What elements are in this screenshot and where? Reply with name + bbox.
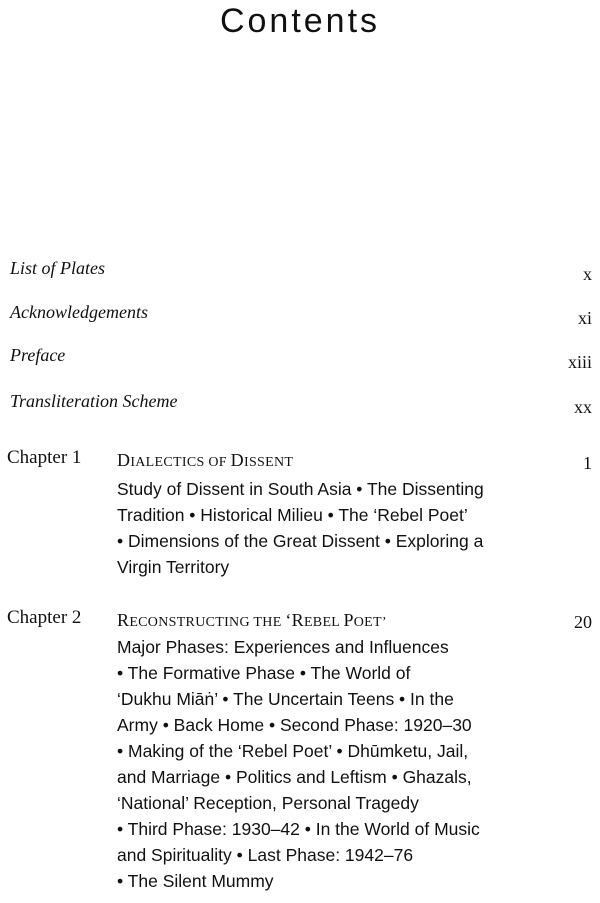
toc-entry-page: x: [583, 264, 592, 284]
chapter-page: 1: [583, 453, 592, 473]
chapter-summary: [117, 634, 557, 894]
summary-line: ‘National’ Reception, Personal Tragedy: [117, 793, 419, 813]
toc-entry-page: xi: [577, 308, 592, 328]
chapter-summary: [117, 476, 557, 580]
summary-line: • The Silent Mummy: [117, 871, 274, 891]
summary-line: • Making of the ‘Rebel Poet’ • Dhūmketu, Jail,: [117, 741, 469, 761]
summary-line: • Dimensions of the Great Dissent • Exploring a: [117, 531, 484, 551]
chapter-label: Chapter 1: [7, 447, 82, 468]
summary-line: and Marriage • Politics and Leftism • Ghazals,: [117, 767, 472, 787]
toc-entry-page: xx: [574, 397, 592, 417]
toc-entry-title: Acknowledgements: [10, 302, 148, 322]
toc-entry-page: xiii: [567, 352, 592, 372]
summary-line: • The Formative Phase • The World of: [117, 663, 411, 683]
chapter-title: DIALECTICS OF DISSENT: [117, 450, 294, 470]
summary-line: • Third Phase: 1930–42 • In the World of Music: [117, 819, 480, 839]
toc-entry-title: Preface: [10, 345, 66, 365]
summary-line: Major Phases: Experiences and Influences: [117, 637, 449, 657]
summary-line: and Spirituality • Last Phase: 1942–76: [117, 845, 414, 865]
summary-line: Tradition • Historical Milieu • The ‘Rebel Poet’: [117, 505, 468, 525]
chapter-label: Chapter 2: [7, 607, 82, 628]
toc-entry-title: List of Plates: [10, 258, 106, 278]
toc-entry-title: Transliteration Scheme: [10, 391, 178, 411]
summary-line: Study of Dissent in South Asia • The Dissenting: [117, 479, 484, 499]
summary-line: Virgin Territory: [117, 557, 230, 577]
summary-line: ‘Dukhu Miāṅ’ • The Uncertain Teens • In the: [117, 689, 454, 709]
chapter-title: RECONSTRUCTING THE ‘REBEL POET’: [117, 610, 387, 630]
page-title: Contents: [219, 2, 381, 40]
chapter-page: 20: [574, 612, 592, 632]
summary-line: Army • Back Home • Second Phase: 1920–30: [117, 715, 472, 735]
